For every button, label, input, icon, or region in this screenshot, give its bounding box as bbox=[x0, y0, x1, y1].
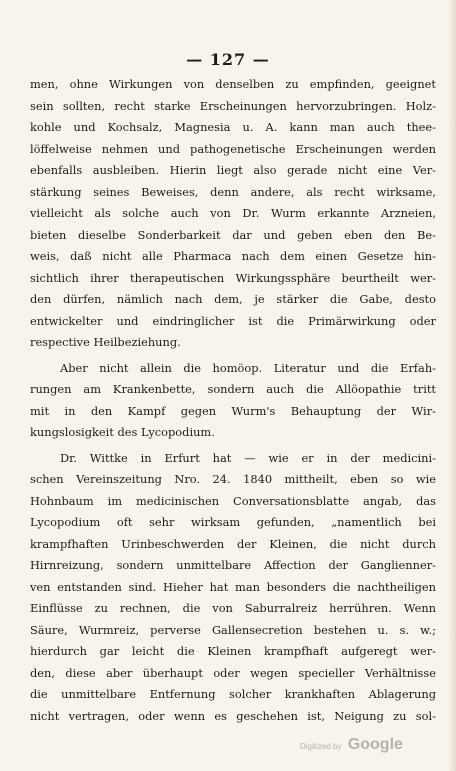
text-line: Aber nicht allein die homöop. Literatur und die Erfah- bbox=[60, 360, 436, 375]
text-line: Hirnreizung, sondern unmittelbare Affection der Ganglienner- bbox=[30, 558, 436, 572]
text-line: mit in den Kampf gegen Wurm's Behauptung der Wir- bbox=[30, 403, 436, 418]
text-line: weis, daß nicht alle Pharmaca nach dem einen Gesetze hin- bbox=[30, 249, 436, 263]
text-line: vielleicht als solche auch von Dr. Wurm erkannte Arzneien, bbox=[30, 206, 436, 220]
text-line: Säure, Wurmreiz, perverse Gallensecretion bestehen u. s. w.; bbox=[30, 622, 436, 637]
text-line: Dr. Wittke in Erfurt hat — wie er in der medicini- bbox=[60, 450, 436, 465]
text-line: bieten dieselbe Sonderbarkeit dar und geben eben den Be- bbox=[30, 227, 436, 242]
text-line: nicht vertragen, oder wenn es geschehen ist, Neigung zu sol- bbox=[30, 708, 436, 723]
page-edge-shadow bbox=[448, 0, 456, 771]
text-line: men, ohne Wirkungen von denselben zu empfinden, geeignet bbox=[30, 77, 436, 91]
watermark-prefix: Digitized by bbox=[300, 742, 342, 751]
text-line: kungslosigkeit des Lycopodium. bbox=[30, 425, 215, 439]
text-line: rungen am Krankenbette, sondern auch die Allöopathie tritt bbox=[30, 382, 436, 396]
text-line: sein sollten, recht starke Erscheinungen hervorzubringen. Holz- bbox=[30, 98, 436, 113]
text-line: löffelweise nehmen und pathogenetische Erscheinungen werden bbox=[30, 141, 436, 156]
text-line: entwickelter und eindringlicher ist die Primärwirkung oder bbox=[30, 313, 436, 328]
text-line: sichtlich ihrer therapeutischen Wirkungssphäre beurtheilt wer- bbox=[30, 270, 436, 285]
body-text bbox=[30, 74, 436, 727]
watermark-brand: Google bbox=[347, 736, 403, 753]
page-number-header: — 127 — bbox=[186, 50, 270, 69]
text-line: die unmittelbare Entfernung solcher krankhaften Ablagerung bbox=[30, 687, 436, 701]
text-line: ven entstanden sind. Hieher hat man besonders die nachtheiligen bbox=[30, 579, 436, 594]
text-line: ebenfalls ausbleiben. Hierin liegt also gerade nicht eine Ver- bbox=[30, 163, 436, 177]
text-line: Hohnbaum im medicinischen Conversationsblatte angab, das bbox=[30, 493, 436, 508]
text-line: stärkung seines Beweises, denn andere, als recht wirksame, bbox=[30, 184, 436, 199]
text-line: den, diese aber überhaupt oder wegen specieller Verhältnisse bbox=[30, 665, 436, 680]
digitized-watermark bbox=[300, 736, 403, 754]
text-line: Lycopodium oft sehr wirksam gefunden, „namentlich bei bbox=[30, 515, 436, 529]
text-line: schen Vereinszeitung Nro. 24. 1840 mittheilt, eben so wie bbox=[30, 472, 436, 486]
text-line: respective Heilbeziehung. bbox=[30, 335, 181, 349]
text-line: Einflüsse zu rechnen, die von Saburralreiz herrühren. Wenn bbox=[30, 601, 436, 615]
text-line: den dürfen, nämlich nach dem, je stärker die Gabe, desto bbox=[30, 292, 436, 306]
text-line: krampfhaften Urinbeschwerden der Kleinen, die nicht durch bbox=[30, 536, 436, 551]
text-line: hierdurch gar leicht die Kleinen krampfhaft aufgeregt wer- bbox=[30, 644, 436, 658]
text-line: kohle und Kochsalz, Magnesia u. A. kann man auch thee- bbox=[30, 120, 436, 134]
